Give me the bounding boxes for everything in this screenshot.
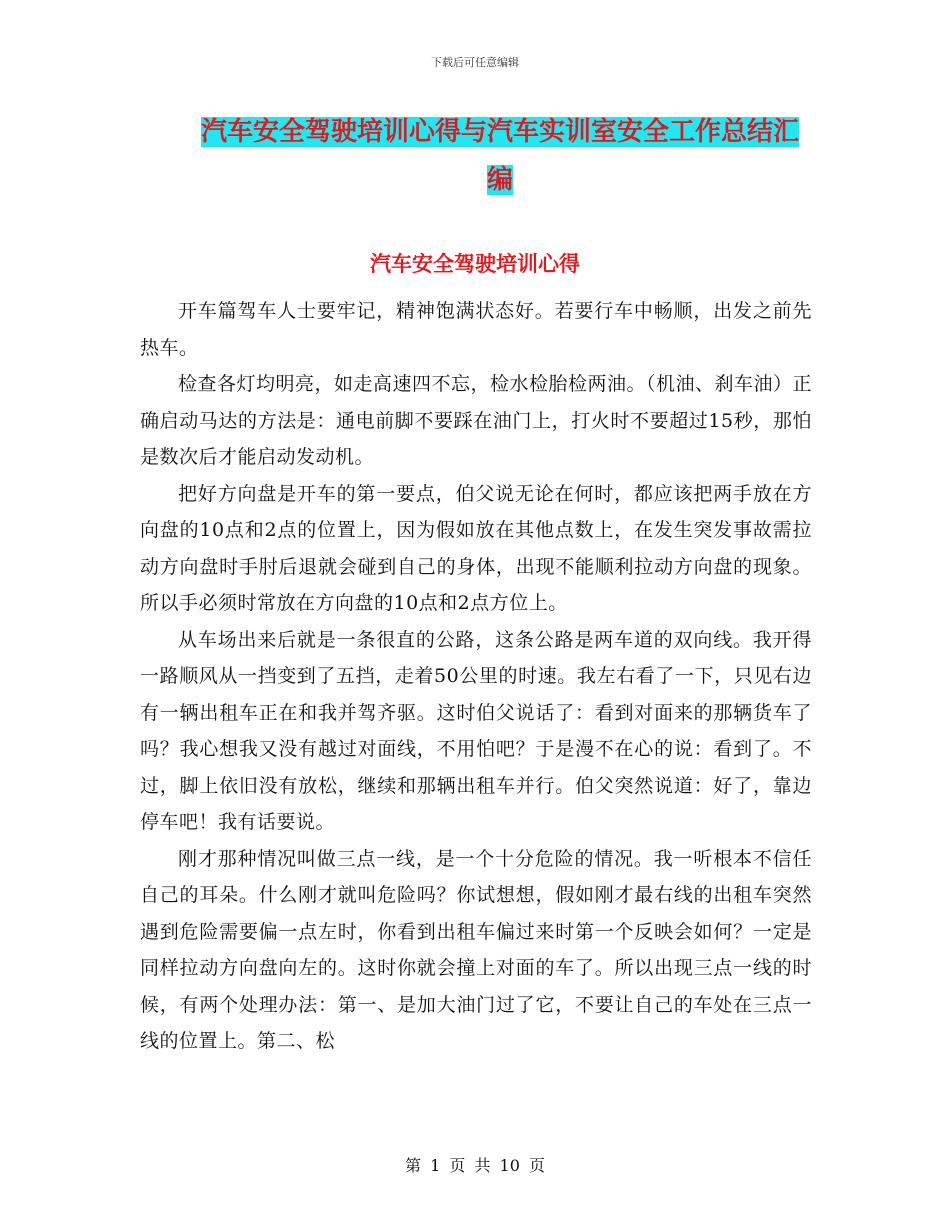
paragraph: 检查各灯均明亮，如走高速四不忘，检水检胎检两油。（机油、刹车油）正确启动马达的方法是：通电前脚不要踩在油门上，打火时不要超过15秒，那怕是数次后才能启动发动机。 — [140, 373, 813, 468]
paragraph: 开车篇驾车人士要牢记，精神饱满状态好。若要行车中畅顺，出发之前先热车。 — [140, 300, 812, 359]
document-title — [190, 108, 810, 204]
paragraph: 从车场出来后就是一条很直的公路，这条公路是两车道的双向线。我开得一路顺风从一挡变到了五挡，走着50公里的时速。我左右看了一下，只见右边有一辆出租车正在和我并驾齐驱。这时伯父说话了：看到对面来的那辆货车了吗？我心想我又没有越过对面线，不用怕吧？于是漫不在心的说：看到了。不过，脚上依旧没有放松，继续和那辆出租车并行。伯父突然说道：好了，靠边停车吧！我有话要说。 — [140, 628, 812, 833]
paragraph: 刚才那种情况叫做三点一线，是一个十分危险的情况。我一听根本不信任自己的耳朵。什么刚才就叫危险吗？你试想想，假如刚才最右线的出租车突然遇到危险需要偏一点左时，你看到出租车偏过来时第一个反映会如何？一定是同样拉动方向盘向左的。这时你就会撞上对面的车了。所以出现三点一线的时候，有两个处理办法：第一、是加大油门过了它，不要让自己的车处在三点一线的位置上。第二、松 — [140, 847, 812, 1052]
page-number-footer: 第 1 页 共 10 页 — [405, 1156, 545, 1175]
page-header: 下载后可任意编辑 — [431, 56, 519, 69]
section-title: 汽车安全驾驶培训心得 — [370, 252, 580, 276]
document-title-text: 汽车安全驾驶培训心得与汽车实训室安全工作总结汇编 — [200, 117, 799, 195]
paragraph: 把好方向盘是开车的第一要点，伯父说无论在何时，都应该把两手放在方向盘的10点和2点的位置上，因为假如放在其他点数上，在发生突发事故需拉动方向盘时手肘后退就会碰到自己的身体，出现不能顺利拉动方向盘的现象。所以手必须时常放在方向盘的10点和2点方位上。 — [140, 482, 812, 614]
document-body — [140, 293, 812, 1060]
